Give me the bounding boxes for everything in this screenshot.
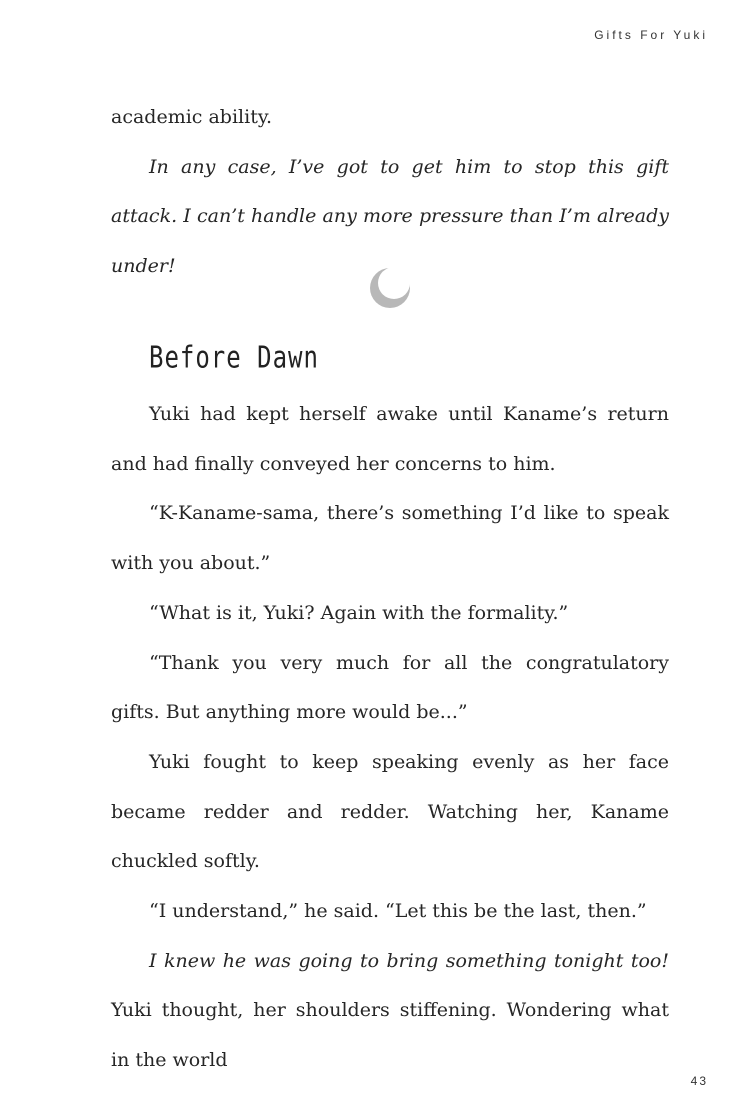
paragraph-text: Yuki thought, her shoulders stiffening. Wondering what in the world	[111, 999, 669, 1072]
paragraph-text: “Thank you very much for all the congratulatory gifts. But anything more would be...”	[111, 651, 669, 724]
running-header: Gifts For Yuki	[594, 28, 708, 42]
paragraph	[111, 639, 669, 738]
paragraph-text: academic ability.	[111, 106, 273, 128]
paragraph-text: “K-Kaname-sama, there’s something I’d like to speak with you about.”	[111, 502, 669, 575]
paragraph-text: “What is it, Yuki? Again with the formality.”	[149, 601, 569, 624]
paragraph	[111, 937, 669, 1086]
section-title: Before Dawn	[149, 340, 319, 375]
paragraph	[111, 738, 669, 887]
paragraph-text: “I understand,” he said. “Let this be the last, then.”	[149, 900, 647, 923]
paragraph-text: In any case, I’ve got to get him to stop this gift attack. I can’t handle any more pressure than I’m already under!	[111, 155, 669, 278]
crescent-moon-icon	[368, 266, 412, 310]
paragraph	[111, 589, 669, 639]
paragraph-text: Yuki fought to keep speaking evenly as her face became redder and redder. Watching her, Kaname chuckled softly.	[111, 750, 669, 873]
paragraph-text: Yuki had kept herself awake until Kaname’s return and had finally conveyed her concerns to him.	[111, 403, 669, 475]
paragraph	[111, 93, 669, 143]
top-text-block	[111, 93, 669, 292]
italic-thought: I knew he was going to bring something tonight too!	[149, 949, 669, 972]
page-number: 43	[690, 1074, 708, 1088]
body-text-block	[111, 390, 669, 1086]
paragraph	[111, 390, 669, 489]
paragraph	[111, 489, 669, 588]
paragraph	[111, 887, 669, 937]
